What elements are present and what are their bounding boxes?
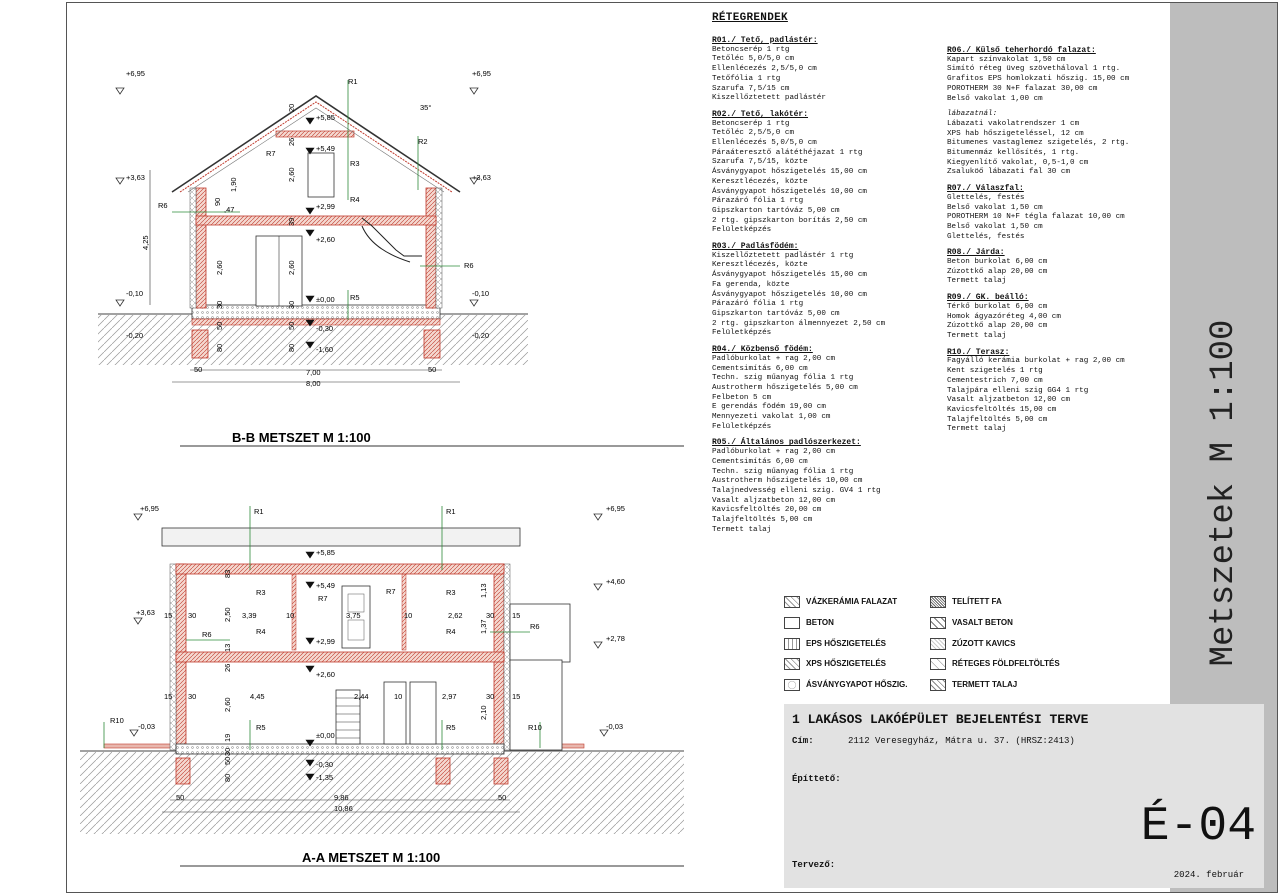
legend-swatch (930, 679, 946, 691)
bb-level-m020-right: -0,20 (472, 331, 490, 340)
legend-label: BETON (806, 618, 834, 627)
aa-tag-r1-right: R1 (446, 507, 456, 516)
aa-section-title: A-A METSZET M 1:100 (302, 850, 441, 865)
layer-item: Páraáteresztő alátéthéjazat 1 rtg (712, 148, 863, 157)
bb-dim-90: 90 (213, 197, 222, 206)
aa-dim-upper-262: 2,62 (448, 611, 463, 620)
layer-item: Zúzottkő alap 20,00 cm (947, 322, 1048, 331)
layer-column-right (947, 46, 1177, 441)
layer-item: Belső vakolat 1,50 cm (947, 203, 1043, 212)
layer-item: Termett talaj (712, 525, 772, 534)
layer-item: Kiegyenlítő vakolat, 0,5-1,0 cm (947, 158, 1089, 167)
layer-item: Austrotherm hőszigetelés 5,00 cm (712, 383, 858, 392)
layer-item: Talajfeltöltés 5,00 cm (712, 516, 813, 525)
layer-item: Techn. szig műanyag fólia 1 rtg (712, 374, 854, 383)
layer-item: Zúzottkő alap 20,00 cm (947, 267, 1048, 276)
aa-level-278: +2,78 (606, 634, 625, 643)
aa-tag-r7-right: R7 (386, 587, 396, 596)
aa-dim-13: 13 (223, 643, 232, 652)
aa-dim-upper-30-a: 30 (188, 611, 197, 620)
layer-item: Fa gerenda, közte (712, 280, 790, 289)
bb-dim-425: 4,25 (141, 235, 150, 250)
legend-swatch (930, 658, 946, 670)
aa-level-000: ±0,00 (316, 731, 335, 740)
layer-item: Ellenlécezés 2,5/5,0 cm (712, 65, 817, 74)
bb-dim-20: 20 (287, 103, 296, 112)
layer-group-title: R04./ Közbenső födém: (712, 345, 813, 355)
bb-dim-190: 1,90 (229, 177, 238, 192)
aa-dim-lower-445: 4,45 (250, 692, 265, 701)
bb-wall-right (426, 188, 436, 308)
layer-item: Szarufa 7,5/15, közte (712, 158, 808, 167)
bb-level-000: ±0,00 (316, 295, 335, 304)
aa-dim-50: 50 (223, 756, 232, 765)
aa-tag-r3-right: R3 (446, 588, 456, 597)
layer-item: Ásványgyapot hőszigetelés 10,00 cm (712, 290, 867, 299)
aa-ground (80, 752, 684, 834)
bb-level-m010-right: -0,10 (472, 289, 490, 298)
layer-item: Gipszkarton tartóváz 5,00 cm (712, 309, 840, 318)
aa-tag-r6-left: R6 (202, 630, 212, 639)
layer-item: Talajpára elleni szig GG4 1 rtg (947, 386, 1089, 395)
layer-item: Felületképzés (712, 329, 772, 338)
layer-item: Belső vakolat 1,00 cm (947, 94, 1043, 103)
layer-item: Padlóburkolat + rag 2,00 cm (712, 354, 836, 363)
sheet-code: É-04 (1140, 800, 1256, 854)
layer-item: Kavicsfeltöltés 20,00 cm (712, 506, 822, 515)
aa-level-260: +2,60 (316, 670, 335, 679)
layer-group (712, 110, 942, 236)
bb-dim-260-a: 2,60 (215, 260, 224, 275)
bb-width-700: 7,00 (306, 368, 321, 377)
aa-dim-upper-15-b: 15 (512, 611, 521, 620)
layer-item: Fagyálló kerámia burkolat + rag 2,00 cm (947, 357, 1125, 366)
layer-item: Grafitos EPS homlokzati hőszig. 15,00 cm (947, 75, 1130, 84)
layer-item: Termett talaj (947, 425, 1007, 434)
bb-roof-angle: 35° (420, 103, 432, 112)
layer-item: Betoncserép 1 rtg (712, 119, 790, 128)
legend-swatch (784, 679, 800, 691)
legend-swatch (784, 596, 800, 608)
layer-item: Glettelés, festés (947, 193, 1025, 202)
layer-subtitle: lábazatnál: (947, 110, 998, 119)
layer-item: Betoncserép 1 rtg (712, 45, 790, 54)
bb-level-363-right: +3,63 (472, 173, 491, 182)
title-block (784, 704, 1264, 888)
aa-terrace-left (104, 744, 176, 748)
layer-item: Felbeton 5 cm (712, 393, 772, 402)
aa-dim-upper-10-b: 10 (404, 611, 413, 620)
layer-item: Kent szigetelés 1 rtg (947, 367, 1043, 376)
bb-width-50-right: 50 (428, 365, 437, 374)
aa-roof (162, 528, 520, 546)
layer-group-title: R05./ Általános padlószerkezet: (712, 438, 861, 448)
bb-dim-260-c: 2,60 (287, 167, 296, 182)
bb-level-695-left: +6,95 (126, 69, 145, 78)
bb-tag-r4: R4 (350, 195, 360, 204)
bb-dim-30-a: 30 (215, 300, 224, 309)
legend-label: TERMETT TALAJ (952, 680, 1018, 689)
aa-level-460: +4,60 (606, 577, 625, 586)
layer-item: Tetőléc 2,5/5,0 cm (712, 129, 795, 138)
aa-tag-r4-left: R4 (256, 627, 266, 636)
layer-group-title: R10./ Terasz: (947, 347, 1010, 357)
legend-swatch (784, 658, 800, 670)
legend-label: EPS HŐSZIGETELÉS (806, 639, 887, 648)
bb-dim-30-b: 30 (287, 300, 296, 309)
aa-dim-250: 2,50 (223, 607, 232, 622)
bb-level-m030: -0,30 (316, 324, 334, 333)
aa-dim-lower-10: 10 (394, 692, 403, 701)
aa-tag-r5-left: R5 (256, 723, 266, 732)
legend-label: XPS HŐSZIGETELÉS (806, 659, 887, 668)
layer-item: XPS hab hőszigeteléssel, 12 cm (947, 129, 1084, 138)
address-label: Cím: (792, 736, 814, 746)
layer-item: Bitumenmáz kellősítés, 1 rtg. (947, 149, 1080, 158)
aa-tag-r4-right: R4 (446, 627, 456, 636)
bb-section-title: B-B METSZET M 1:100 (232, 430, 371, 445)
layer-item: Beton burkolat 6,00 cm (947, 258, 1048, 267)
bb-dim-260-b: 2,60 (287, 260, 296, 275)
bb-width-800: 8,00 (306, 379, 321, 388)
layer-group-title: R02./ Tető, lakótér: (712, 109, 809, 119)
bb-footing-right (424, 330, 440, 358)
aa-dim-lower-30-b: 30 (486, 692, 495, 701)
legend-swatch (930, 617, 946, 629)
layer-item: Cementsimítás 6,00 cm (712, 457, 808, 466)
legend-swatch (784, 617, 800, 629)
bb-footing-left (192, 330, 208, 358)
layer-item: Párazáró fólia 1 rtg (712, 300, 804, 309)
legend-label: ÁSVÁNYGYAPOT HŐSZIG. (806, 680, 908, 689)
aa-tag-r7-left: R7 (318, 594, 328, 603)
project-title: 1 LAKÁSOS LAKÓÉPÜLET BEJELENTÉSI TERVE (792, 712, 1089, 727)
aa-dim-lower-30-a: 30 (188, 692, 197, 701)
aa-tag-r3-left: R3 (256, 588, 266, 597)
aa-level-299: +2,99 (316, 637, 335, 646)
legend-label: VÁZKERÁMIA FALAZAT (806, 597, 898, 606)
layer-item: Térkő burkolat 6,00 cm (947, 302, 1048, 311)
layer-item: Kavicsfeltöltés 15,00 cm (947, 405, 1057, 414)
aa-dim-upper-15-a: 15 (164, 611, 173, 620)
bb-level-549: +5,49 (316, 144, 335, 153)
layer-item: Cementsimítás 6,00 cm (712, 364, 808, 373)
aa-width-50-right: 50 (498, 793, 507, 802)
aa-dim-upper-10-a: 10 (286, 611, 295, 620)
designer-label: Tervező: (792, 860, 836, 870)
aa-dim-113: 1,13 (479, 583, 488, 598)
layer-group (947, 184, 1177, 242)
layer-item: Tetőfólia 1 rtg (712, 74, 781, 83)
bb-ground-slab (192, 305, 440, 319)
builder-label: Építtető: (792, 774, 841, 784)
aa-level-549: +5,49 (316, 581, 335, 590)
aa-dim-260: 2,60 (223, 697, 232, 712)
bb-dim-80-b: 80 (287, 343, 296, 352)
legend-label: RÉTEGES FÖLDFELTÖLTÉS (952, 659, 1060, 668)
aa-level-m030: -0,30 (316, 760, 334, 769)
layer-item: Lábazati vakolatrendszer 1 cm (947, 119, 1080, 128)
layer-item: Gipszkarton tartóváz 5,00 cm (712, 206, 840, 215)
layer-group (947, 348, 1177, 435)
legend-label: TELÍTETT FA (952, 597, 1002, 606)
legend-swatch (930, 638, 946, 650)
bb-attic-slab (276, 131, 354, 137)
layer-item: Belső vakolat 1,50 cm (947, 222, 1043, 231)
layer-item: Talajfeltöltés 5,00 cm (947, 415, 1048, 424)
aa-level-m003-right: -0,03 (606, 722, 624, 731)
aa-dim-lower-244: 2,44 (354, 692, 369, 701)
layer-group (712, 36, 942, 104)
bb-level-299: +2,99 (316, 202, 335, 211)
aa-dim-lower-15-a: 15 (164, 692, 173, 701)
aa-level-m003-left: -0,03 (138, 722, 156, 731)
aa-floor-slab (176, 652, 504, 662)
layer-group (947, 46, 1177, 178)
bb-level-260: +2,60 (316, 235, 335, 244)
aa-door-lower (410, 682, 436, 744)
aa-dim-30: 30 (223, 747, 232, 756)
layer-item: Talajnedvesség elleni szig. GV4 1 rtg (712, 486, 881, 495)
layer-item: Glettelés, festés (947, 232, 1025, 241)
bb-tag-r6-right: R6 (464, 261, 474, 270)
layer-column-left (712, 36, 942, 541)
bb-level-585: +5,85 (316, 113, 335, 122)
layer-item: Keresztlécezés, közte (712, 177, 808, 186)
section-aa (80, 506, 684, 866)
bb-tag-r2: R2 (418, 137, 428, 146)
layer-item: E gerendás födém 19,00 cm (712, 403, 826, 412)
layer-group-title: R06./ Külső teherhordó falazat: (947, 46, 1096, 55)
aa-tag-r6-right: R6 (530, 622, 540, 631)
legend-swatch (930, 596, 946, 608)
aa-dim-19: 19 (223, 733, 232, 742)
layer-item: Bitumenes vastaglemez szigetelés, 2 rtg. (947, 139, 1130, 148)
aa-width-50-left: 50 (176, 793, 185, 802)
layer-group-title: R09./ GK. beálló: (947, 293, 1029, 303)
aa-dim-137: 1,37 (479, 619, 488, 634)
layer-group (947, 293, 1177, 342)
bb-tag-r6-left: R6 (158, 201, 168, 210)
layer-item: Kiszellőztetett padlástér 1 rtg (712, 251, 854, 260)
layer-item: Felületképzés (712, 422, 772, 431)
layer-item: Ásványgyapot hőszigetelés 15,00 cm (712, 271, 867, 280)
aa-dim-80: 80 (223, 773, 232, 782)
bb-tag-r3: R3 (350, 159, 360, 168)
layer-item: Mennyezeti vakolat 1,00 cm (712, 413, 831, 422)
aa-tag-r10-left: R10 (110, 716, 124, 725)
aa-dim-26: 26 (223, 663, 232, 672)
bb-level-m010-left: -0,10 (126, 289, 144, 298)
bb-level-m020-left: -0,20 (126, 331, 144, 340)
layer-item: Keresztlécezés, közte (712, 261, 808, 270)
layer-item: Termett talaj (947, 277, 1007, 286)
layer-group-title: R07./ Válaszfal: (947, 184, 1024, 194)
aa-level-585: +5,85 (316, 548, 335, 557)
layer-item: Austrotherm hőszigetelés 10,00 cm (712, 477, 863, 486)
bb-window (308, 153, 334, 197)
layer-item: Techn. szig műanyag fólia 1 rtg (712, 467, 854, 476)
layer-item: Vasalt aljzatbeton 12,00 cm (712, 496, 836, 505)
layer-item: Termett talaj (947, 331, 1007, 340)
aa-width-1086: 10,86 (334, 804, 353, 813)
layer-schedule-heading: RÉTEGRENDEK (712, 12, 788, 24)
aa-dim-upper-30-b: 30 (486, 611, 495, 620)
layer-group (712, 242, 942, 339)
aa-dim-lower-297: 2,97 (442, 692, 457, 701)
aa-dim-upper-339: 3,39 (242, 611, 257, 620)
legend-label: ZÚZOTT KAVICS (952, 639, 1016, 648)
layer-group-title: R03./ Padlásfödém: (712, 242, 799, 252)
section-bb (98, 80, 684, 446)
bb-level-363-left: +3,63 (126, 173, 145, 182)
aa-tag-r10-right: R10 (528, 723, 542, 732)
bb-wall-left (196, 188, 206, 308)
legend-label: VASALT BETON (952, 618, 1013, 627)
aa-level-695-right: +6,95 (606, 504, 625, 513)
layer-item: Párazáró fólia 1 rtg (712, 197, 804, 206)
layer-item: Homok ágyazóréteg 4,00 cm (947, 312, 1061, 321)
layer-item: Ellenlécezés 5,0/5,0 cm (712, 139, 817, 148)
aa-tag-r5-right: R5 (446, 723, 456, 732)
layer-item: Zsaluköő lábazati fal 30 cm (947, 168, 1071, 177)
layer-item: Szarufa 7,5/15 cm (712, 84, 790, 93)
bb-level-m160: -1,60 (316, 345, 334, 354)
bb-tag-r5: R5 (350, 293, 360, 302)
layer-group-title: R08./ Járda: (947, 248, 1005, 258)
layer-item: POROTHERM 30 N+F falazat 30,00 cm (947, 84, 1098, 93)
sheet-date: 2024. február (1173, 870, 1244, 880)
aa-dim-upper-375: 3,75 (346, 611, 361, 620)
bb-floor-slab (196, 216, 436, 225)
layer-item: 2 rtg. gipszkarton álmennyezet 2,50 cm (712, 319, 886, 328)
bb-dim-50-b: 50 (287, 321, 296, 330)
aa-dim-83: 83 (223, 569, 232, 578)
layer-item: Ásványgyapot hőszigetelés 10,00 cm (712, 187, 867, 196)
layer-item: 2 rtg. gipszkarton borítás 2,50 cm (712, 216, 867, 225)
bb-dim-80-a: 80 (215, 343, 224, 352)
aa-level-695-left: +6,95 (140, 504, 159, 513)
aa-dim-lower-15-b: 15 (512, 692, 521, 701)
layer-item: Tetőléc 5,0/5,0 cm (712, 55, 795, 64)
layer-group (947, 248, 1177, 287)
layer-item: Kiszellőztetett padlástér (712, 94, 826, 103)
layer-item: Cementestrich 7,00 cm (947, 376, 1043, 385)
bb-level-695-right: +6,95 (472, 69, 491, 78)
aa-dim-210: 2,10 (479, 705, 488, 720)
bb-dim-50-a: 50 (215, 321, 224, 330)
sheet-side-title: Metszetek M 1:100 (1204, 319, 1243, 667)
layer-schedule (712, 12, 1172, 534)
aa-width-986: 9,86 (334, 793, 349, 802)
aa-level-363: +3,63 (136, 608, 155, 617)
bb-dim-26: 26 (287, 137, 296, 146)
layer-item: Simító réteg üveg szövetháloval 1 rtg. (947, 65, 1121, 74)
bb-dim-47: ,47 (224, 205, 235, 214)
layer-group (712, 345, 942, 432)
bb-width-50-left: 50 (194, 365, 203, 374)
layer-item: Vasalt aljzatbeton 12,00 cm (947, 396, 1071, 405)
layer-group (712, 438, 942, 535)
address-value: 2112 Veresegyház, Mátra u. 37. (HRSZ:2413) (848, 736, 1075, 746)
layer-group-title: R01./ Tető, padlástér: (712, 36, 818, 45)
layer-item: Ásványgyapot hőszigetelés 15,00 cm (712, 168, 867, 177)
layer-item: POROTHERM 10 N+F tégla falazat 10,00 cm (947, 213, 1125, 222)
bb-dim-39: 39 (287, 217, 296, 226)
aa-tag-r1-left: R1 (254, 507, 264, 516)
legend-swatch (784, 638, 800, 650)
bb-tag-r1: R1 (348, 77, 358, 86)
aa-level-m135: -1,35 (316, 773, 334, 782)
layer-item: Padlóburkolat + rag 2,00 cm (712, 448, 836, 457)
layer-item: Felületképzés (712, 226, 772, 235)
bb-tag-r7: R7 (266, 149, 276, 158)
layer-item: Kapart színvakolat 1,50 cm (947, 55, 1066, 64)
